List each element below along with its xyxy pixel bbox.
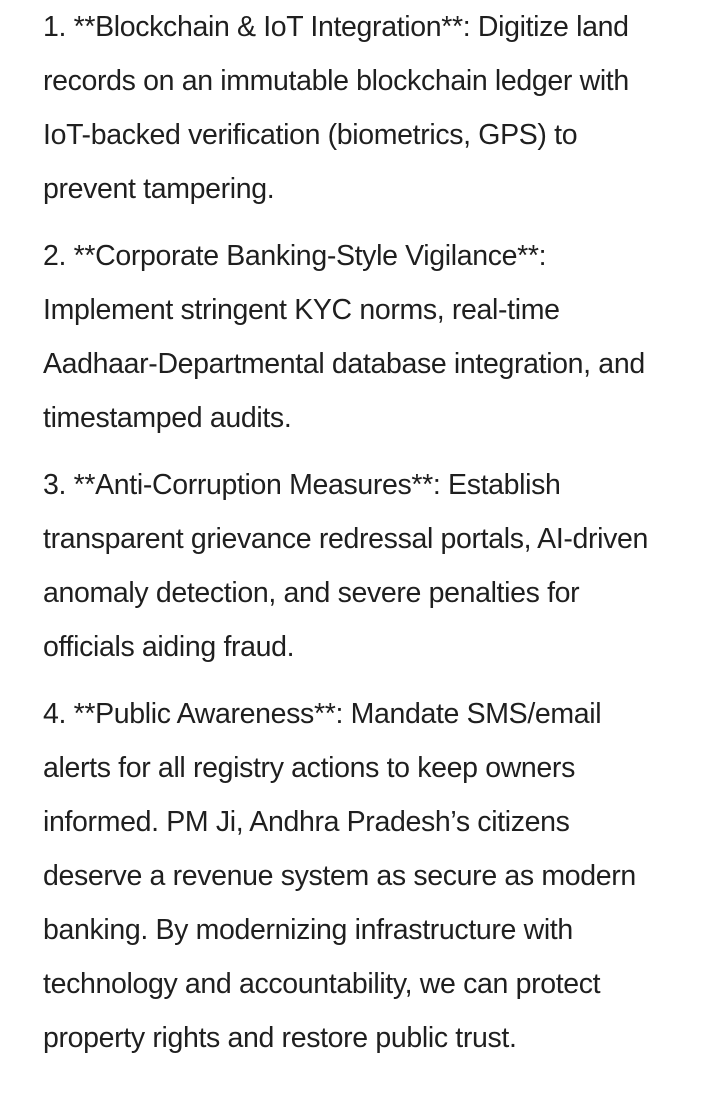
text-line: property rights and restore public trust. (43, 1022, 517, 1054)
text-line: anomaly detection, and severe penalties for (43, 577, 580, 609)
text-line: 3. **Anti-Corruption Measures**: Establish (43, 469, 561, 501)
text-line: 1. **Blockchain & IoT Integration**: Digitize land (43, 11, 629, 43)
text-line: records on an immutable blockchain ledger with (43, 65, 629, 97)
text-line: Implement stringent KYC norms, real-time (43, 294, 560, 326)
text-line: Aadhaar-Departmental database integration, and (43, 348, 645, 380)
text-line: 2. **Corporate Banking-Style Vigilance**: (43, 240, 547, 272)
text-line: IoT-backed verification (biometrics, GPS) to (43, 119, 578, 151)
text-line: technology and accountability, we can protect (43, 968, 601, 1000)
text-line: alerts for all registry actions to keep owners (43, 752, 575, 784)
text-line: informed. PM Ji, Andhra Pradesh’s citizens (43, 806, 570, 838)
text-line: officials aiding fraud. (43, 631, 295, 663)
text-line: 4. **Public Awareness**: Mandate SMS/email (43, 698, 602, 730)
text-line: prevent tampering. (43, 173, 275, 205)
text-line: deserve a revenue system as secure as modern (43, 860, 636, 892)
text-line: banking. By modernizing infrastructure with (43, 914, 573, 946)
text-line: transparent grievance redressal portals, AI-driven (43, 523, 649, 555)
text-line: timestamped audits. (43, 402, 292, 434)
